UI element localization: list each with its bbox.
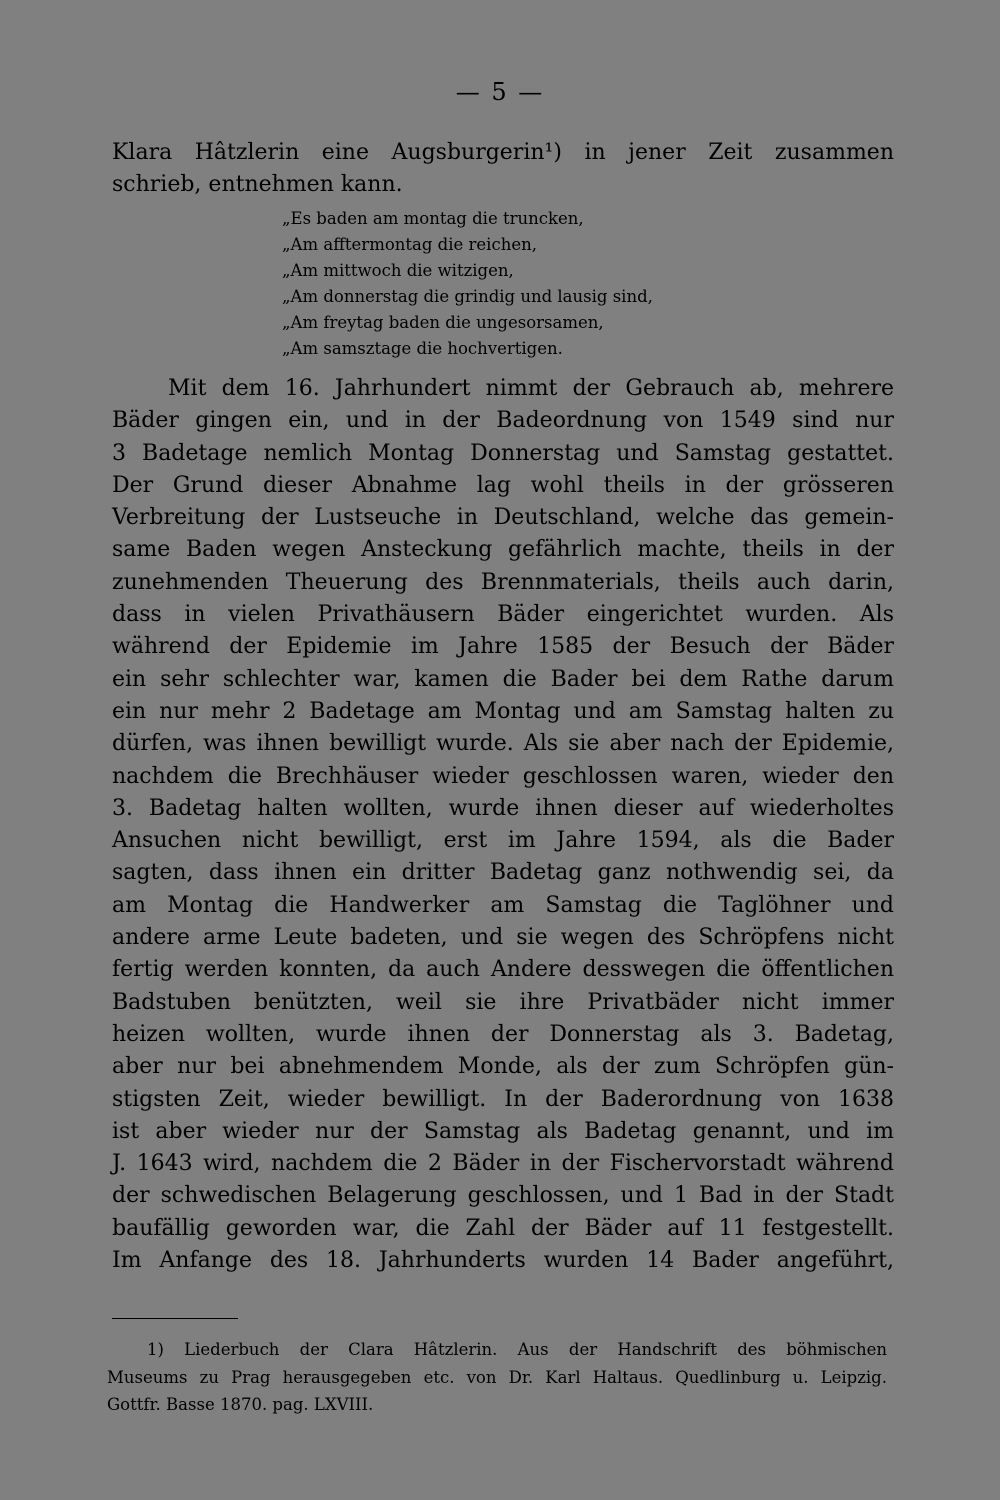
text-line: schrieb, entnehmen kann. <box>112 172 403 198</box>
text-line: Bäder gingen ein, und in der Badeordnung von 1549 sind nur <box>112 408 894 434</box>
text-line: ein sehr schlechter war, kamen die Bader bei dem Rathe darum <box>112 666 894 692</box>
text-line: same Baden wegen Ansteckung gefährlich machte, theils in der <box>112 537 894 563</box>
text-line: heizen wollten, wurde ihnen der Donnerstag als 3. Badetag, <box>112 1021 894 1047</box>
footnote <box>107 1336 887 1419</box>
text-line: 3 Badetage nemlich Montag Donnerstag und Samstag gestattet. <box>112 440 894 466</box>
text-line: Klara Hâtzlerin eine Augsburgerin¹) in jener Zeit zusammen <box>112 140 894 165</box>
text-line: zunehmenden Theuerung des Brennmaterials, theils auch darin, <box>112 569 894 595</box>
text-line: Im Anfange des 18. Jahrhunderts wurden 14 Bader angeführt, <box>112 1248 894 1274</box>
text-line: andere arme Leute badeten, und sie wegen des Schröpfens nicht <box>112 925 894 951</box>
verse-line: „Am mittwoch die witzigen, <box>282 261 514 280</box>
verse-line: „Am afftermontag die reichen, <box>282 235 537 254</box>
text-line: ein nur mehr 2 Badetage am Montag und am Samstag halten zu <box>112 698 894 724</box>
intro-paragraph <box>112 137 894 202</box>
text-line: Mit dem 16. Jahrhundert nimmt der Gebrauch ab, mehrere <box>168 376 894 401</box>
text-line: am Montag die Handwerker am Samstag die Taglöhner und <box>112 892 894 918</box>
text-line: dass in vielen Privathäusern Bäder eingerichtet wurden. Als <box>112 602 894 628</box>
main-paragraph <box>112 373 894 1277</box>
footnote-line: Gottfr. Basse 1870. pag. LXVIII. <box>107 1395 374 1414</box>
text-line: Der Grund dieser Abnahme lag wohl theils in der grösseren <box>112 472 894 498</box>
text-line: Verbreitung der Lustseuche in Deutschland, welche das gemein- <box>112 505 894 531</box>
verse-line: „Es baden am montag die truncken, <box>282 209 584 228</box>
text-line: Badstuben benützten, weil sie ihre Privatbäder nicht immer <box>112 989 894 1015</box>
footnote-divider <box>112 1318 238 1319</box>
text-line: Ansuchen nicht bewilligt, erst im Jahre 1594, als die Bader <box>112 828 894 854</box>
text-line: J. 1643 wird, nachdem die 2 Bäder in der Fischervorstadt während <box>112 1151 894 1177</box>
verse-line: „Am samsztage die hochvertigen. <box>282 339 563 358</box>
text-line: sagten, dass ihnen ein dritter Badetag ganz nothwendig sei, da <box>112 860 894 886</box>
text-line: während der Epidemie im Jahre 1585 der Besuch der Bäder <box>112 634 894 660</box>
text-line: der schwedischen Belagerung geschlossen, und 1 Bad in der Stadt <box>112 1183 894 1209</box>
page-number: — 5 — <box>455 78 545 106</box>
text-line: baufällig geworden war, die Zahl der Bäder auf 11 festgestellt. <box>112 1215 894 1241</box>
text-line: aber nur bei abnehmendem Monde, als der zum Schröpfen gün- <box>112 1054 894 1080</box>
verse-line: „Am freytag baden die ungesorsamen, <box>282 313 604 332</box>
text-line: nachdem die Brechhäuser wieder geschlossen waren, wieder den <box>112 763 894 789</box>
verse-line: „Am donnerstag die grindig und lausig sind, <box>282 287 653 306</box>
text-line: fertig werden konnten, da auch Andere desswegen die öffentlichen <box>112 957 894 983</box>
text-line: 3. Badetag halten wollten, wurde ihnen dieser auf wiederholtes <box>112 795 894 821</box>
footnote-line: Museums zu Prag herausgegeben etc. von Dr. Karl Haltaus. Quedlinburg u. Leipzig. <box>107 1367 887 1387</box>
verse-quote <box>282 206 653 362</box>
text-line: ist aber wieder nur der Samstag als Badetag genannt, und im <box>112 1118 894 1144</box>
text-line: stigsten Zeit, wieder bewilligt. In der Baderordnung von 1638 <box>112 1086 894 1112</box>
footnote-line: 1) Liederbuch der Clara Hâtzlerin. Aus der Handschrift des böhmischen <box>147 1340 887 1359</box>
text-line: dürfen, was ihnen bewilligt wurde. Als sie aber nach der Epidemie, <box>112 731 894 757</box>
